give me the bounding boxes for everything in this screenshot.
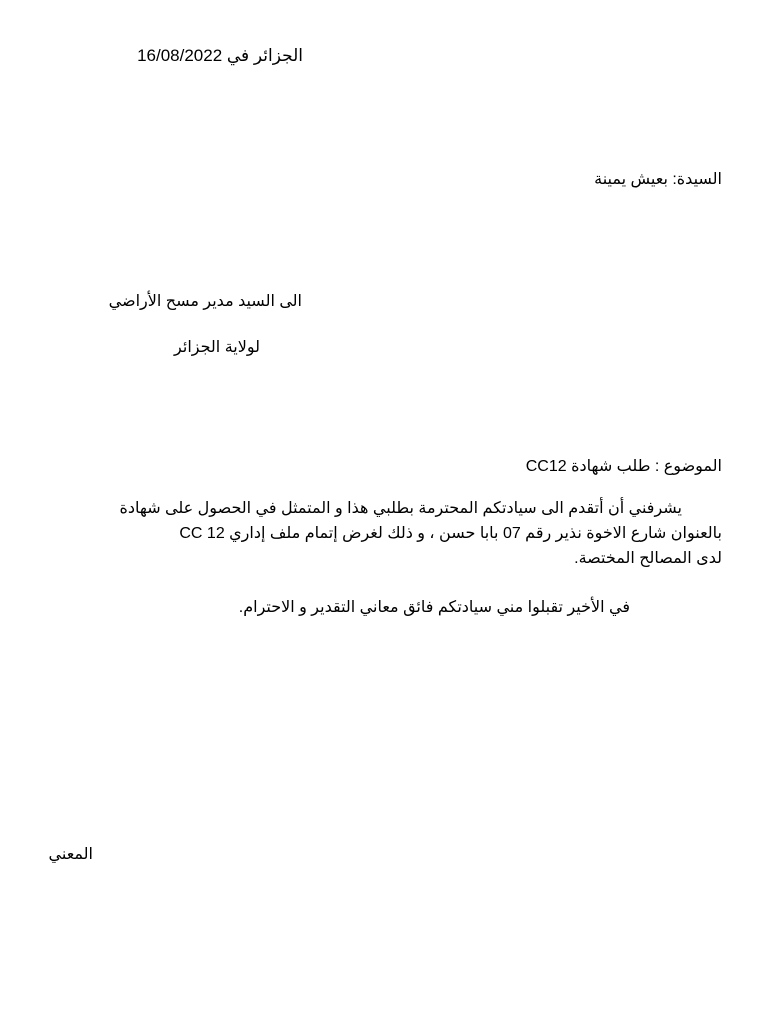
letter-date: الجزائر في 16/08/2022 bbox=[137, 46, 303, 65]
body-line-2: CC 12 بالعنوان شارع الاخوة نذير رقم 07 بابا حسن ، و ذلك لغرض إتمام ملف إداري bbox=[179, 525, 722, 542]
sender-name: السيدة: بعيش يمينة bbox=[594, 171, 722, 188]
letter-closing: في الأخير تقبلوا مني سيادتكم فائق معاني التقدير و الاحترام. bbox=[238, 599, 630, 616]
body-line-1: يشرفني أن أتقدم الى سيادتكم المحترمة بطلبي هذا و المتمثل في الحصول على شهادة bbox=[119, 500, 682, 517]
letter-body bbox=[50, 496, 722, 571]
recipient-title: الى السيد مدير مسح الأراضي bbox=[108, 293, 302, 310]
recipient-province: لولاية الجزائر bbox=[174, 339, 260, 356]
body-line-3: لدى المصالح المختصة. bbox=[574, 550, 722, 567]
letter-subject: الموضوع : طلب شهادة CC12 bbox=[525, 458, 722, 475]
signature-label: المعني bbox=[48, 846, 93, 863]
